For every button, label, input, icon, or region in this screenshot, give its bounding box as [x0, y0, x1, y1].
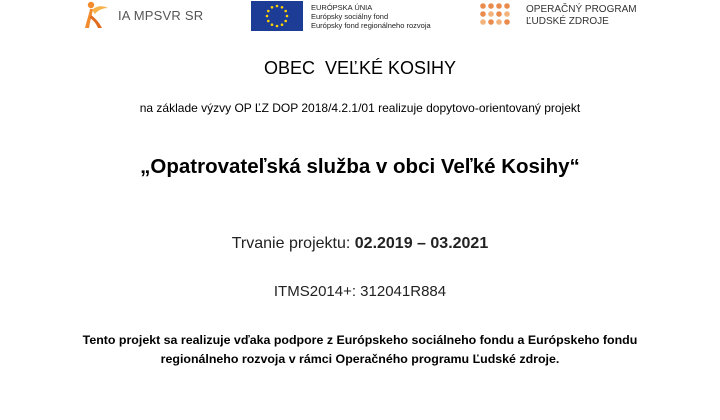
logo-strip [0, 0, 720, 34]
ia-figure-icon [78, 0, 112, 30]
municipality-heading: OBEC VEĽKÉ KOSIHY [263, 58, 457, 78]
support-statement [0, 331, 720, 369]
op-line-1: OPERAČNÝ PROGRAM [526, 4, 637, 15]
support-line-1: Tento projekt sa realizuje vďaka podpore z Európskeho sociálneho fondu a Európskeho fondu [82, 333, 638, 347]
op-dots-icon [478, 1, 514, 31]
project-title: „Opatrovateľská služba v obci Veľké Kosihy“ [140, 155, 580, 178]
itms-code: ITMS2014+: 312041R884 [273, 283, 447, 300]
duration-label: Trvanie projektu: [231, 235, 355, 252]
eu-union-label: EURÓPSKA ÚNIA [311, 2, 373, 12]
eu-flag-icon [251, 1, 303, 31]
eu-logo [251, 0, 431, 32]
op-text [526, 4, 637, 28]
ia-mpsvr-label: IA MPSVR SR [118, 7, 204, 23]
op-ludske-zdroje-logo [478, 0, 637, 32]
op-line-2: ĽUDSKÉ ZDROJE [526, 16, 609, 27]
eu-text [311, 3, 431, 30]
eu-esf-label: Európsky sociálny fond [311, 11, 389, 21]
intro-text: na základe výzvy OP ĽZ DOP 2018/4.2.1/01 realizuje dopytovo-orientovaný projekt [139, 101, 581, 115]
ia-mpsvr-logo [78, 0, 203, 30]
eu-erdf-label: Európsky fond regionálneho rozvoja [311, 20, 431, 30]
duration-value: 02.2019 – 03.2021 [354, 235, 489, 252]
project-duration [0, 235, 720, 253]
support-line-2: regionálneho rozvoja v rámci Operačného programu Ľudské zdroje. [160, 352, 560, 366]
